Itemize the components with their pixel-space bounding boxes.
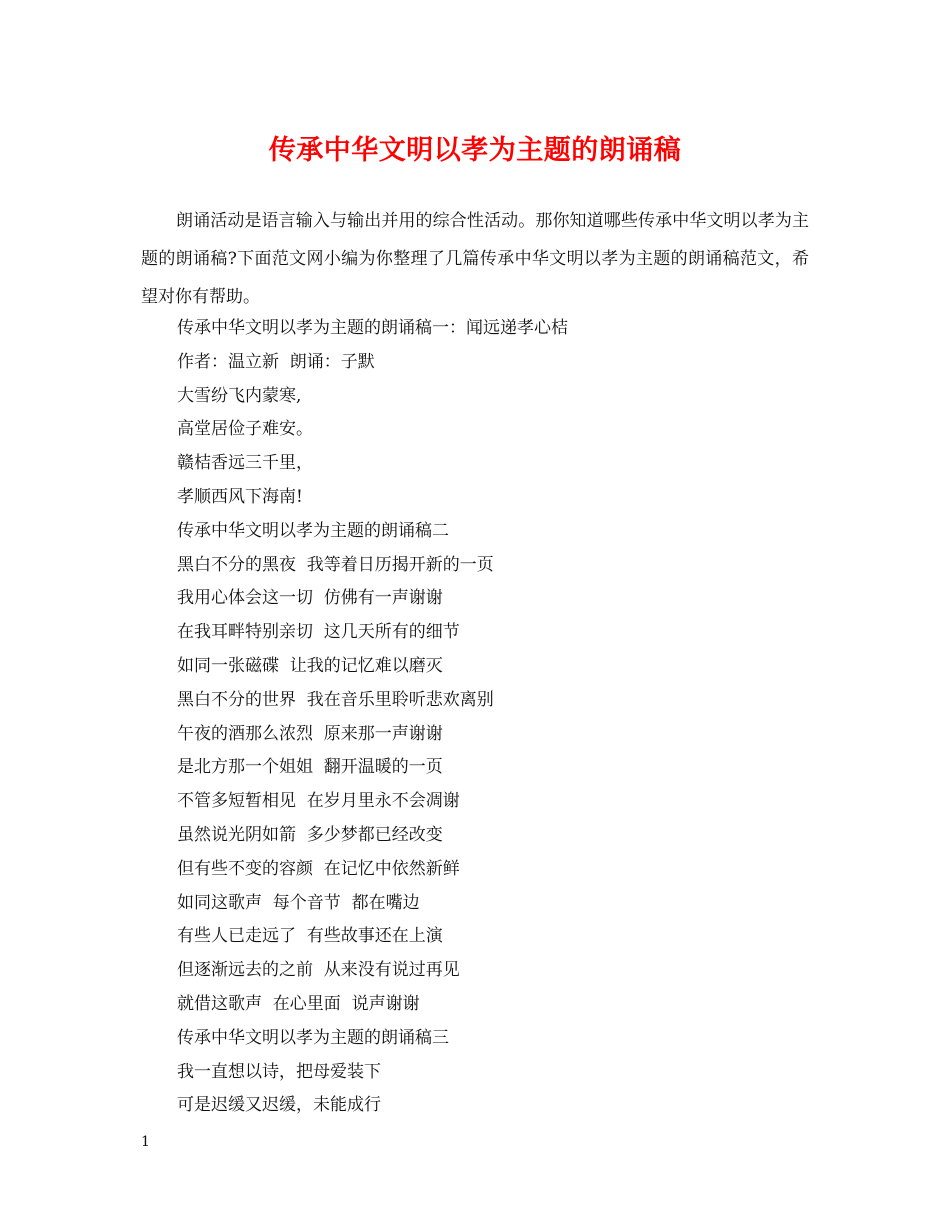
text-line: 黑白不分的世界 我在音乐里聆听悲欢离别 [177,689,494,710]
page-number: 1 [141,1134,150,1150]
text-line: 我一直想以诗，把母爱装下 [177,1061,381,1082]
text-line: 大雪纷飞内蒙寒, [177,385,302,406]
text-line: 作者：温立新 朗诵：子默 [177,351,375,372]
text-line: 传承中华文明以孝为主题的朗诵稿二 [177,520,449,541]
text-line: 就借这歌声 在心里面 说声谢谢 [177,993,420,1014]
text-line: 午夜的酒那么浓烈 原来那一声谢谢 [177,723,443,744]
text-line: 但逐渐远去的之前 从来没有说过再见 [177,960,460,981]
text-line: 传承中华文明以孝为主题的朗诵稿一：闻远递孝心桔 [177,318,568,338]
text-line: 黑白不分的黑夜 我等着日历揭开新的一页 [177,554,494,575]
intro-paragraph: 朗诵活动是语言输入与输出并用的综合性活动。那你知道哪些传承中华文明以孝为主题的朗诵稿?下面范文网小编为你整理了几篇传承中华文明以孝为主题的朗诵稿范文，希望对你有帮助。 [141,211,809,307]
text-line: 高堂居俭子难安。 [177,419,313,440]
text-line: 有些人已走远了 有些故事还在上演 [177,926,443,947]
text-line: 可是迟缓又迟缓，未能成行 [177,1095,381,1116]
text-line: 我用心体会这一切 仿佛有一声谢谢 [177,588,443,609]
text-line: 如同一张磁碟 让我的记忆难以磨灭 [177,655,443,676]
poem-lines [177,312,817,1123]
text-line: 传承中华文明以孝为主题的朗诵稿三 [177,1027,449,1048]
text-line: 是北方那一个姐姐 翻开温暖的一页 [177,757,443,778]
text-line: 赣桔香远三千里， [177,453,313,474]
text-line: 在我耳畔特别亲切 这几天所有的细节 [177,622,460,643]
text-line: 孝顺西风下海南! [177,486,303,507]
text-line: 如同这歌声 每个音节 都在嘴边 [177,892,420,913]
text-line: 不管多短暂相见 在岁月里永不会凋谢 [177,791,460,812]
document-title: 传承中华文明以孝为主题的朗诵稿 [268,135,682,166]
text-line: 虽然说光阴如箭 多少梦都已经改变 [177,824,443,845]
text-line: 但有些不变的容颜 在记忆中依然新鲜 [177,858,460,879]
